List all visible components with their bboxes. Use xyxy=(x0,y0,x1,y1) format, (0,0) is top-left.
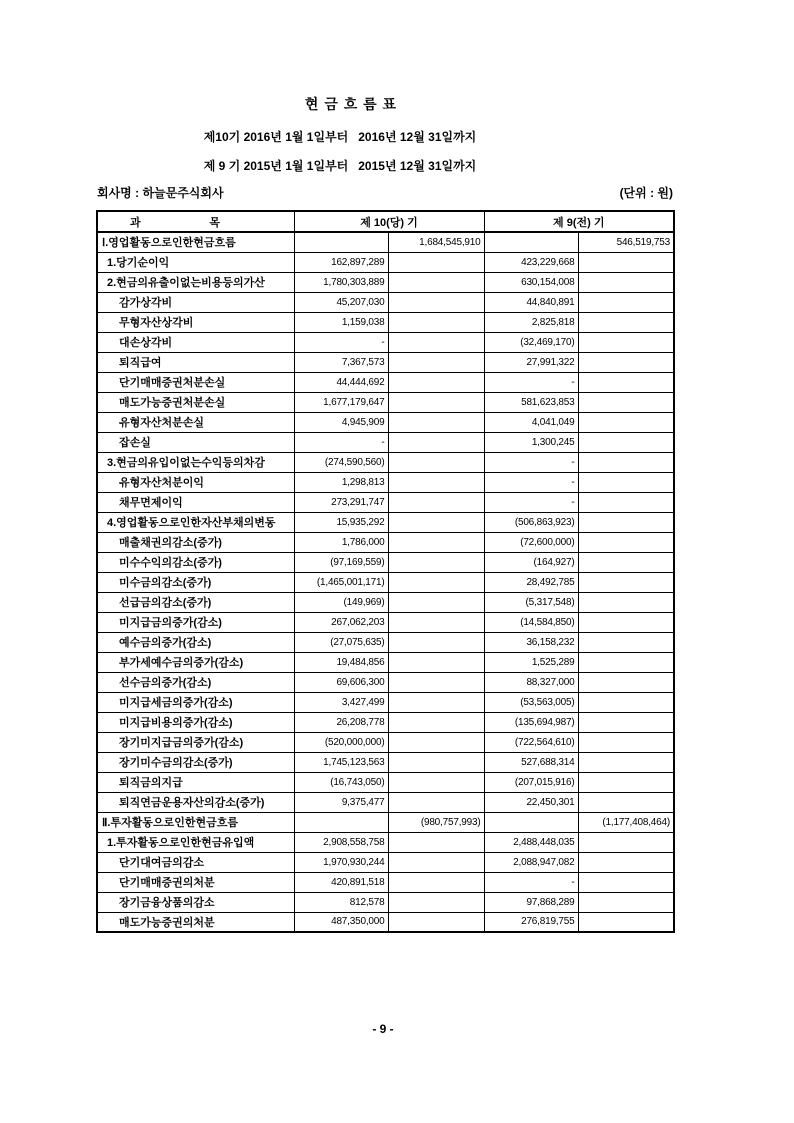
current-period-detail-amount: 420,891,518 xyxy=(294,872,388,892)
prior-period-detail-amount: - xyxy=(484,372,578,392)
current-period-detail-amount: - xyxy=(294,432,388,452)
current-period-total-amount xyxy=(388,372,484,392)
account-label: 미지급비용의증가(감소) xyxy=(97,712,294,732)
prior-period-detail-amount: (5,317,548) xyxy=(484,592,578,612)
table-row xyxy=(97,572,674,592)
account-column-header xyxy=(97,211,294,232)
prior-period-detail-amount: (506,863,923) xyxy=(484,512,578,532)
prior-period-detail-amount: - xyxy=(484,452,578,472)
current-period-detail-amount: 812,578 xyxy=(294,892,388,912)
prior-period-detail-amount: 27,991,322 xyxy=(484,352,578,372)
current-period-total-amount xyxy=(388,632,484,652)
current-period-detail-amount: 1,780,303,889 xyxy=(294,272,388,292)
prior-period-detail-amount xyxy=(484,232,578,252)
prior-period-detail-amount: 4,041,049 xyxy=(484,412,578,432)
current-period-detail-amount: 9,375,477 xyxy=(294,792,388,812)
prior-period-total-amount xyxy=(578,592,674,612)
current-period-detail-amount: 1,970,930,244 xyxy=(294,852,388,872)
prior-period-detail-amount xyxy=(484,812,578,832)
current-period-total-amount xyxy=(388,452,484,472)
account-label: 2.현금의유출이없는비용등의가산 xyxy=(97,272,294,292)
account-label: 매도가능증권처분손실 xyxy=(97,392,294,412)
current-period-detail-amount xyxy=(294,812,388,832)
prior-period-total-amount xyxy=(578,252,674,272)
account-label: 3.현금의유입이없는수익등의차감 xyxy=(97,452,294,472)
prior-period-total-amount xyxy=(578,712,674,732)
prior-period-total-amount xyxy=(578,412,674,432)
prior-period-detail-amount: (53,563,005) xyxy=(484,692,578,712)
table-row xyxy=(97,472,674,492)
table-row xyxy=(97,832,674,852)
table-row xyxy=(97,252,674,272)
table-row xyxy=(97,392,674,412)
current-period-detail-amount: (27,075,635) xyxy=(294,632,388,652)
account-label: 매도가능증권의처분 xyxy=(97,912,294,932)
prior-period-detail-amount: 1,525,289 xyxy=(484,652,578,672)
prior-period-detail-amount: 276,819,755 xyxy=(484,912,578,932)
prior-period-detail-amount: (164,927) xyxy=(484,552,578,572)
prior-period-total-amount: 546,519,753 xyxy=(578,232,674,252)
prior-period-total-amount xyxy=(578,352,674,372)
current-period-total-amount xyxy=(388,612,484,632)
table-row xyxy=(97,632,674,652)
current-period-detail-amount: 44,444,692 xyxy=(294,372,388,392)
table-row xyxy=(97,812,674,832)
current-period-detail-amount: (97,169,559) xyxy=(294,552,388,572)
current-period-total-amount xyxy=(388,732,484,752)
prior-period-total-amount xyxy=(578,752,674,772)
account-label: 미지급세금의증가(감소) xyxy=(97,692,294,712)
document-title: 현 금 흐 름 표 xyxy=(304,96,398,112)
current-period-total-amount xyxy=(388,772,484,792)
account-label: 부가세예수금의증가(감소) xyxy=(97,652,294,672)
account-label: 유형자산처분이익 xyxy=(97,472,294,492)
account-label: Ⅰ.영업활동으로인한현금흐름 xyxy=(97,232,294,252)
prior-period-total-amount xyxy=(578,792,674,812)
prior-period-total-amount xyxy=(578,872,674,892)
prior-period-total-amount xyxy=(578,532,674,552)
current-period-detail-amount: 3,427,499 xyxy=(294,692,388,712)
account-label: 미수금의감소(증가) xyxy=(97,572,294,592)
current-period-detail-amount xyxy=(294,232,388,252)
table-row xyxy=(97,552,674,572)
prior-period-total-amount: (1,177,408,464) xyxy=(578,812,674,832)
current-period-total-amount xyxy=(388,852,484,872)
prior-period-detail-amount: 36,158,232 xyxy=(484,632,578,652)
prior-period-total-amount xyxy=(578,692,674,712)
account-label: 잡손실 xyxy=(97,432,294,452)
current-period-total-amount xyxy=(388,472,484,492)
table-row xyxy=(97,532,674,552)
table-row xyxy=(97,792,674,812)
prior-period-total-amount xyxy=(578,552,674,572)
current-period-total-amount xyxy=(388,392,484,412)
current-period-detail-amount: - xyxy=(294,332,388,352)
prior-period-total-amount xyxy=(578,432,674,452)
account-label: 미수수익의감소(증가) xyxy=(97,552,294,572)
current-period-total-amount xyxy=(388,512,484,532)
table-row xyxy=(97,372,674,392)
table-row xyxy=(97,872,674,892)
prior-period-detail-amount: 28,492,785 xyxy=(484,572,578,592)
prior-period-detail-amount: 2,488,448,035 xyxy=(484,832,578,852)
prior-period-detail-amount: 1,300,245 xyxy=(484,432,578,452)
prior-period-total-amount xyxy=(578,332,674,352)
table-row xyxy=(97,352,674,372)
current-period-total-amount xyxy=(388,292,484,312)
table-row xyxy=(97,272,674,292)
current-period-total-amount xyxy=(388,252,484,272)
table-row xyxy=(97,772,674,792)
account-label: 장기금융상품의감소 xyxy=(97,892,294,912)
current-period-total-amount xyxy=(388,752,484,772)
prior-period-total-amount xyxy=(578,732,674,752)
prior-period-detail-amount: 2,088,947,082 xyxy=(484,852,578,872)
prior-period-total-amount xyxy=(578,892,674,912)
current-period-detail-amount: 15,935,292 xyxy=(294,512,388,532)
current-period-total-amount xyxy=(388,592,484,612)
account-header-left-char: 과 xyxy=(130,216,141,229)
current-period-total-amount: (980,757,993) xyxy=(388,812,484,832)
current-period-total-amount xyxy=(388,312,484,332)
table-row xyxy=(97,412,674,432)
current-period-detail-amount: 487,350,000 xyxy=(294,912,388,932)
table-row xyxy=(97,232,674,252)
account-label: 1.투자활동으로인한현금유입액 xyxy=(97,832,294,852)
account-label: 퇴직금의지급 xyxy=(97,772,294,792)
current-period-total-amount xyxy=(388,892,484,912)
current-period-detail-amount: (16,743,050) xyxy=(294,772,388,792)
current-period-total-amount xyxy=(388,532,484,552)
current-period-detail-amount: (274,590,560) xyxy=(294,452,388,472)
account-label: 단기매매증권의처분 xyxy=(97,872,294,892)
prior-period-total-amount xyxy=(578,772,674,792)
current-period-total-amount xyxy=(388,712,484,732)
table-row xyxy=(97,452,674,472)
current-period-total-amount xyxy=(388,412,484,432)
account-label: 선급금의감소(증가) xyxy=(97,592,294,612)
table-row xyxy=(97,752,674,772)
current-period-total-amount xyxy=(388,832,484,852)
table-row xyxy=(97,712,674,732)
prior-period-detail-amount: 630,154,008 xyxy=(484,272,578,292)
current-period-total-amount xyxy=(388,572,484,592)
account-label: Ⅱ.투자활동으로인한현금흐름 xyxy=(97,812,294,832)
table-row xyxy=(97,852,674,872)
prior-period-detail-amount: (14,584,850) xyxy=(484,612,578,632)
account-label: 선수금의증가(감소) xyxy=(97,672,294,692)
table-row xyxy=(97,292,674,312)
current-period-detail-amount: 1,159,038 xyxy=(294,312,388,332)
company-name: 회사명 : 하늘문주식회사 xyxy=(97,186,224,200)
current-period-total-amount xyxy=(388,352,484,372)
prior-period-detail-amount: - xyxy=(484,472,578,492)
prior-period-detail-amount: 22,450,301 xyxy=(484,792,578,812)
current-period-total-amount xyxy=(388,652,484,672)
table-row xyxy=(97,652,674,672)
table-row xyxy=(97,592,674,612)
prior-period-total-amount xyxy=(578,272,674,292)
current-period-detail-amount: 45,207,030 xyxy=(294,292,388,312)
table-row xyxy=(97,912,674,932)
current-period-detail-amount: (520,000,000) xyxy=(294,732,388,752)
prior-period-detail-amount: 2,825,818 xyxy=(484,312,578,332)
prior-period-total-amount xyxy=(578,492,674,512)
current-period-detail-amount: 19,484,856 xyxy=(294,652,388,672)
table-row xyxy=(97,612,674,632)
prior-period-total-amount xyxy=(578,512,674,532)
current-period-detail-amount: 1,745,123,563 xyxy=(294,752,388,772)
prior-period-detail-amount: 97,868,289 xyxy=(484,892,578,912)
prior-period-column-header: 제 9(전) 기 xyxy=(484,211,674,232)
current-period-total-amount xyxy=(388,872,484,892)
current-period-total-amount xyxy=(388,432,484,452)
prior-period-total-amount xyxy=(578,292,674,312)
current-period-total-amount xyxy=(388,792,484,812)
table-row xyxy=(97,492,674,512)
prior-period-detail-amount: 527,688,314 xyxy=(484,752,578,772)
period-line-prior: 제 9 기 2015년 1월 1일부터 2015년 12월 31일까지 xyxy=(203,159,477,173)
prior-period-detail-amount: 423,229,668 xyxy=(484,252,578,272)
prior-period-total-amount xyxy=(578,452,674,472)
account-column-header-text xyxy=(130,214,220,230)
current-period-detail-amount: (149,969) xyxy=(294,592,388,612)
page-number: - 9 - xyxy=(372,1022,394,1036)
account-header-right-char: 목 xyxy=(209,216,220,229)
current-period-detail-amount: 2,908,558,758 xyxy=(294,832,388,852)
account-label: 단기매매증권처분손실 xyxy=(97,372,294,392)
prior-period-total-amount xyxy=(578,392,674,412)
prior-period-detail-amount: (722,564,610) xyxy=(484,732,578,752)
prior-period-detail-amount: 581,623,853 xyxy=(484,392,578,412)
current-period-total-amount: 1,684,545,910 xyxy=(388,232,484,252)
current-period-total-amount xyxy=(388,272,484,292)
current-period-total-amount xyxy=(388,672,484,692)
cash-flow-table xyxy=(96,210,675,933)
current-period-detail-amount: 1,786,000 xyxy=(294,532,388,552)
prior-period-total-amount xyxy=(578,652,674,672)
current-period-detail-amount: 1,298,813 xyxy=(294,472,388,492)
prior-period-detail-amount: (72,600,000) xyxy=(484,532,578,552)
prior-period-detail-amount: - xyxy=(484,492,578,512)
account-label: 1.당기순이익 xyxy=(97,252,294,272)
table-row xyxy=(97,332,674,352)
current-period-detail-amount: 7,367,573 xyxy=(294,352,388,372)
prior-period-detail-amount: (135,694,987) xyxy=(484,712,578,732)
account-label: 4.영업활동으로인한자산부채의변동 xyxy=(97,512,294,532)
account-label: 퇴직연금운용자산의감소(증가) xyxy=(97,792,294,812)
current-period-detail-amount: 162,897,289 xyxy=(294,252,388,272)
prior-period-total-amount xyxy=(578,672,674,692)
current-period-column-header: 제 10(당) 기 xyxy=(294,211,484,232)
account-label: 유형자산처분손실 xyxy=(97,412,294,432)
unit-label: (단위 : 원) xyxy=(619,186,673,200)
table-row xyxy=(97,512,674,532)
current-period-detail-amount: 1,677,179,647 xyxy=(294,392,388,412)
table-row xyxy=(97,432,674,452)
prior-period-total-amount xyxy=(578,912,674,932)
account-label: 장기미수금의감소(증가) xyxy=(97,752,294,772)
account-label: 예수금의증가(감소) xyxy=(97,632,294,652)
table-row xyxy=(97,672,674,692)
current-period-total-amount xyxy=(388,912,484,932)
prior-period-total-amount xyxy=(578,612,674,632)
prior-period-total-amount xyxy=(578,832,674,852)
account-label: 단기대여금의감소 xyxy=(97,852,294,872)
current-period-detail-amount: (1,465,001,171) xyxy=(294,572,388,592)
current-period-detail-amount: 26,208,778 xyxy=(294,712,388,732)
period-line-current: 제10기 2016년 1월 1일부터 2016년 12월 31일까지 xyxy=(203,130,477,144)
prior-period-total-amount xyxy=(578,852,674,872)
prior-period-total-amount xyxy=(578,632,674,652)
account-label: 감가상각비 xyxy=(97,292,294,312)
account-label: 미지급금의증가(감소) xyxy=(97,612,294,632)
table-row xyxy=(97,692,674,712)
table-header-row xyxy=(97,211,674,232)
table-row xyxy=(97,732,674,752)
current-period-detail-amount: 273,291,747 xyxy=(294,492,388,512)
current-period-detail-amount: 4,945,909 xyxy=(294,412,388,432)
account-label: 매출채권의감소(증가) xyxy=(97,532,294,552)
table-row xyxy=(97,892,674,912)
account-label: 채무면제이익 xyxy=(97,492,294,512)
prior-period-total-amount xyxy=(578,312,674,332)
prior-period-detail-amount: (32,469,170) xyxy=(484,332,578,352)
account-label: 무형자산상각비 xyxy=(97,312,294,332)
current-period-total-amount xyxy=(388,692,484,712)
prior-period-detail-amount: 88,327,000 xyxy=(484,672,578,692)
prior-period-detail-amount: (207,015,916) xyxy=(484,772,578,792)
account-label: 퇴직급여 xyxy=(97,352,294,372)
prior-period-detail-amount: 44,840,891 xyxy=(484,292,578,312)
prior-period-total-amount xyxy=(578,572,674,592)
prior-period-total-amount xyxy=(578,472,674,492)
account-label: 장기미지급금의증가(감소) xyxy=(97,732,294,752)
current-period-detail-amount: 69,606,300 xyxy=(294,672,388,692)
current-period-total-amount xyxy=(388,552,484,572)
account-label: 대손상각비 xyxy=(97,332,294,352)
table-row xyxy=(97,312,674,332)
current-period-detail-amount: 267,062,203 xyxy=(294,612,388,632)
prior-period-detail-amount: - xyxy=(484,872,578,892)
prior-period-total-amount xyxy=(578,372,674,392)
current-period-total-amount xyxy=(388,492,484,512)
current-period-total-amount xyxy=(388,332,484,352)
